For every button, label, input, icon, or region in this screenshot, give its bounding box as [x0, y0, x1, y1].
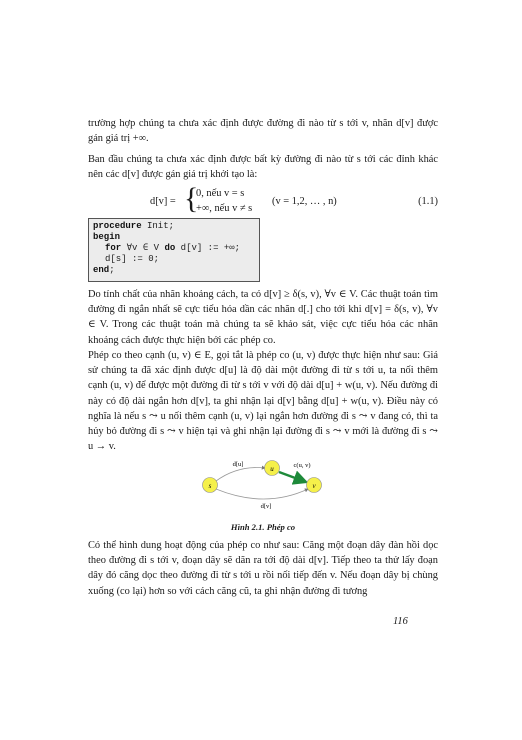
- equation-lhs: d[v] =: [150, 196, 176, 207]
- page-number: 116: [393, 616, 408, 627]
- equation-brace: {: [184, 182, 199, 215]
- code-line-3: for ∀v ∈ V do d[v] := +∞;: [105, 243, 241, 253]
- node-u-label: u: [270, 465, 274, 473]
- label-dv: d[v]: [260, 503, 272, 510]
- code-block-init: [88, 218, 260, 282]
- code-line-4: d[s] := 0;: [105, 254, 160, 264]
- equation-number: (1.1): [418, 196, 438, 207]
- figure-caption: Hình 2.1. Phép co: [230, 522, 296, 532]
- label-du: d[u]: [232, 461, 244, 468]
- paragraph-distance-labels: Do tính chất của nhãn khoảng cách, ta có d[v] ≥ δ(s, v), ∀v ∈ V. Các thuật toán tìm đường đi ngắn nhất sẽ cực tiểu hóa dần các nhãn d[.] cho tới khi d[v] = δ(s, v), ∀v ∈ V. Trong các thuật toán mà chúng ta sẽ khảo sát, việc cực tiểu hóa các nhãn khoảng cách được thực hiện bởi các phép co.: [88, 289, 438, 346]
- node-v-label: v: [312, 482, 316, 490]
- paragraph-continuation: trường hợp chúng ta chưa xác định được đường đi nào từ s tới v, nhãn d[v] được gán giá trị +∞.: [88, 118, 438, 145]
- relaxation-figure: [190, 455, 340, 520]
- path-s-to-v: [216, 489, 308, 499]
- equation-1-1: [88, 182, 438, 219]
- paragraph-relaxation: Phép co theo cạnh (u, v) ∈ E, gọi tắt là phép co (u, v) được thực hiện như sau: Giả sử chúng ta đã xác định được d[u] là độ dài một đường đi từ s tới u, ta nối thêm cạnh (u, v) để được một đường đi từ s tới v với độ dài d[u] + w(u, v). Nếu đường đi này có độ dài ngắn hơn d[v], ta ghi nhận lại d[v] bằng d[u] + w(u, v). Điều này có nghĩa là nếu s ⤳ u nối thêm cạnh (u, v) lại ngắn hơn đường đi s ⤳ v đang có, thì ta hủy bỏ đường đi s ⤳ v hiện tại và ghi nhận lại đường đi s ⤳ v mới là đường đi s ⤳ u → v.: [88, 350, 438, 453]
- edge-u-v: [279, 472, 306, 482]
- code-line-1: procedure Init;: [93, 221, 175, 231]
- paragraph-analogy: Có thể hình dung hoạt động của phép co như sau: Căng một đoạn dây đàn hồi dọc theo đường đi s tới v, đoạn dây sẽ dãn ra tới độ dài d[v]. Tiếp theo ta thử lấy đoạn dây đó căng dọc theo đường đi từ s tới u rồi nối tiếp đến v. Nếu đoạn dây bị chùng xuống (co lại) hơn so với cách căng cũ, ta ghi nhận đường đi tương: [88, 540, 438, 597]
- label-cuv: c(u, v): [293, 462, 311, 469]
- paragraph-initialization: Ban đầu chúng ta chưa xác định được bất kỳ đường đi nào từ s tới các đỉnh khác nên các d[v] được gán giá trị khởi tạo là:: [88, 154, 438, 181]
- path-s-to-u: [216, 468, 265, 481]
- code-line-2: begin: [93, 232, 121, 242]
- equation-case-1: 0, nếu v = s: [196, 188, 245, 199]
- equation-condition: (v = 1,2, … , n): [272, 196, 337, 207]
- code-line-5: end;: [93, 265, 115, 275]
- equation-case-2: +∞, nếu v ≠ s: [196, 203, 253, 214]
- node-s-label: s: [208, 482, 212, 490]
